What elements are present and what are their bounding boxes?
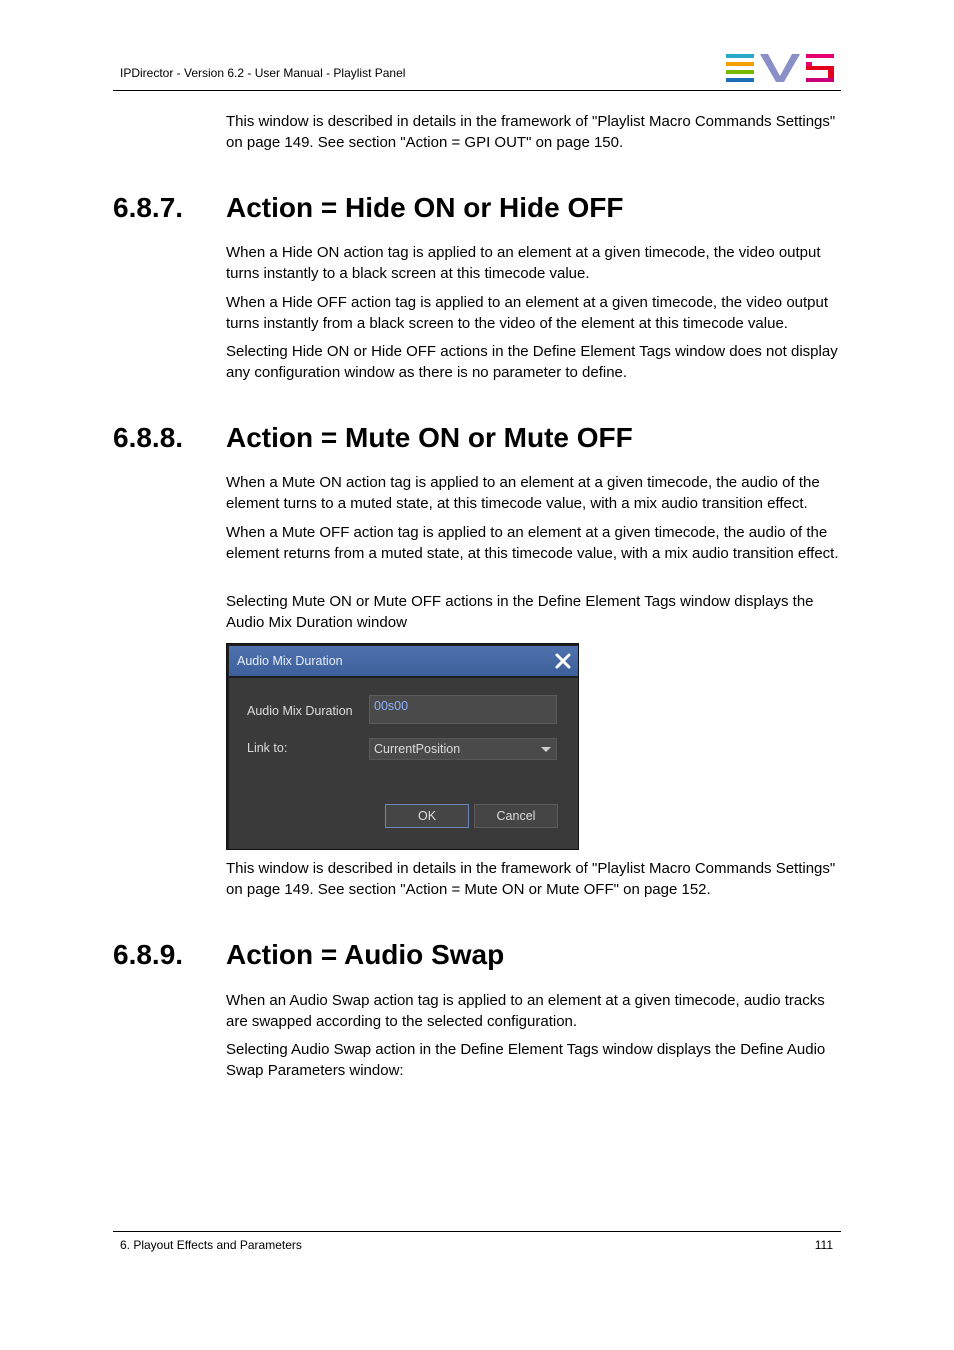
section-paragraph: This window is described in details in the framework of "Playlist Macro Commands Settings" on page 149. See section "Action = Mute ON or Mute OFF" on page 152. [226,860,836,898]
section-number: 6.8.8. [113,422,184,453]
cancel-button[interactable]: Cancel [474,804,558,828]
dialog-title: Audio Mix Duration [237,654,343,668]
section-paragraph: When a Hide OFF action tag is applied to an element at a given timecode, the video output turns instantly from a black screen to the video of the element at this timecode value. [226,294,829,332]
dialog-body [229,678,578,849]
section-number: 6.8.7. [113,192,184,223]
section-paragraph: When a Mute ON action tag is applied to an element at a given timecode, the audio of the element turns to a muted state, at this timecode value, with a mix audio transition effect. [226,474,820,512]
duration-input[interactable]: 00s00 [369,695,557,724]
footer-rule [113,1231,841,1232]
link-select[interactable] [369,738,557,760]
audio-mix-duration-dialog [226,643,579,850]
section-title: Action = Mute ON or Mute OFF [226,422,633,453]
section-paragraph: Selecting Mute ON or Mute OFF actions in the Define Element Tags window displays the Audio Mix Duration window [226,593,814,631]
evs-logo [726,54,834,82]
section-paragraph: Selecting Audio Swap action in the Define Element Tags window displays the Define Audio Swap Parameters window: [226,1041,826,1079]
header-title: IPDirector - Version 6.2 - User Manual - Playlist Panel [120,66,406,80]
footer-chapter: 6. Playout Effects and Parameters [120,1238,302,1252]
page-number: 111 [814,1238,833,1252]
close-icon[interactable] [554,652,572,670]
link-select-value: CurrentPosition [374,742,461,756]
section-paragraph: Selecting Hide ON or Hide OFF actions in the Define Element Tags window does not display any configuration window as there is no parameter to define. [226,343,838,381]
ok-button[interactable]: OK [385,804,469,828]
section-number: 6.8.9. [113,939,184,970]
duration-label: Audio Mix Duration [247,704,353,718]
section-title: Action = Audio Swap [226,939,505,970]
section-paragraph: When a Mute OFF action tag is applied to an element at a given timecode, the audio of the element returns from a muted state, at this timecode value, with a mix audio transition effect. [226,524,839,562]
dialog-title-bar [229,646,578,676]
link-label: Link to: [247,741,288,755]
section-paragraph: When an Audio Swap action tag is applied to an element at a given timecode, audio tracks are swapped according to the selected configuration. [226,992,825,1030]
section-paragraph: When a Hide ON action tag is applied to an element at a given timecode, the video output turns instantly to a black screen at this timecode value. [226,244,821,282]
header-rule [113,90,841,91]
section-title: Action = Hide ON or Hide OFF [226,192,624,223]
intro-paragraph: This window is described in details in the framework of "Playlist Macro Commands Settings" on page 149. See section "Action = GPI OUT" on page 150. [226,113,836,151]
chevron-down-icon [541,747,551,752]
